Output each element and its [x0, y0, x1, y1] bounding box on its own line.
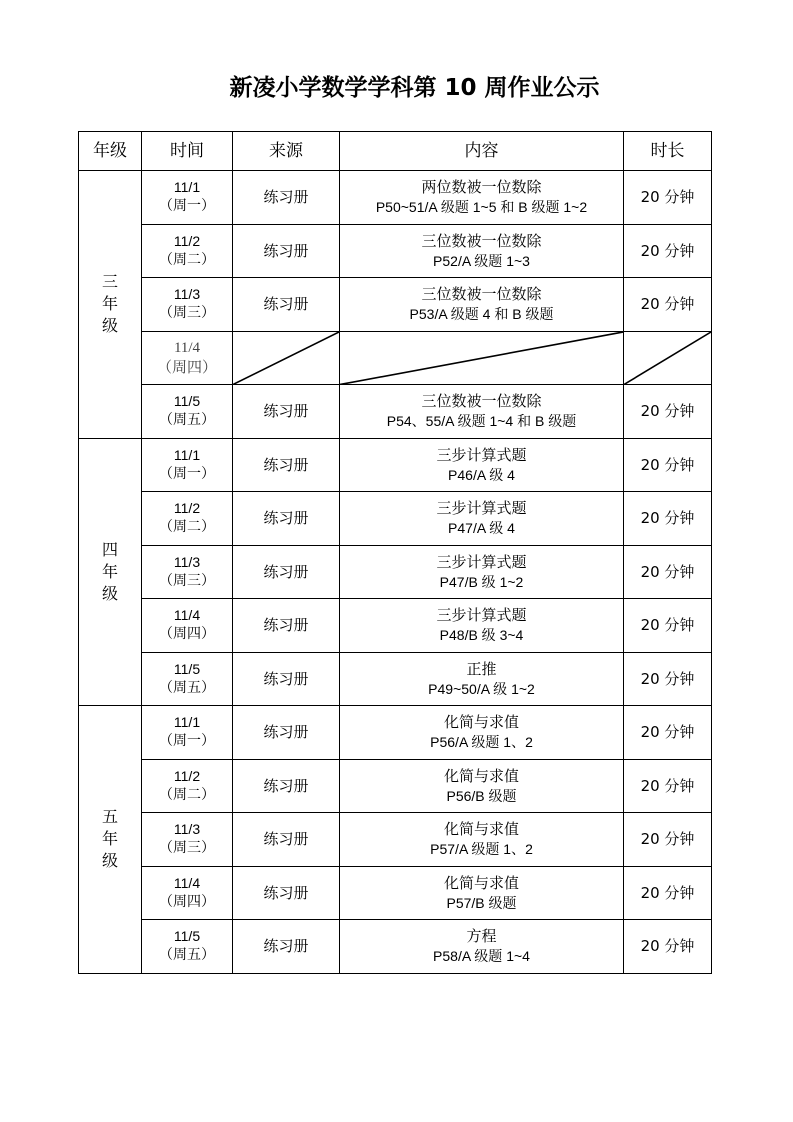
content-cell [340, 813, 624, 867]
source-cell: 练习册 [233, 545, 340, 599]
empty-duration-cell [624, 331, 712, 385]
time-cell [142, 331, 233, 385]
date-text: 11/1 [173, 179, 201, 196]
content-detail: P54、55/A 级题 1~4 和 B 级题 [386, 413, 577, 430]
date-text: 11/2 [173, 232, 201, 249]
content-detail: P56/A 级题 1、2 [430, 734, 533, 751]
date-text: 11/5 [173, 928, 201, 945]
header-grade: 年级 [79, 132, 142, 171]
source-cell: 练习册 [233, 438, 340, 492]
content-topic: 化简与求值 [443, 713, 519, 732]
content-cell [340, 385, 624, 439]
content-topic: 正推 [466, 659, 497, 678]
table-header-row [79, 132, 712, 171]
content-detail: P53/A 级题 4 和 B 级题 [409, 306, 554, 323]
content-cell [340, 545, 624, 599]
table-row [79, 813, 712, 867]
weekday-text: （周二） [159, 252, 215, 268]
time-cell [142, 278, 233, 332]
table-row [79, 706, 712, 760]
content-cell [340, 866, 624, 920]
time-cell [142, 545, 233, 599]
content-topic: 三位数被一位数除 [421, 392, 542, 411]
weekday-text: （周二） [159, 520, 215, 536]
table-row [79, 278, 712, 332]
grade-label: 四年级 [101, 539, 118, 603]
grade-cell [79, 438, 142, 706]
weekday-text: （周一） [159, 734, 215, 750]
diagonal-line [340, 332, 623, 385]
content-topic: 化简与求值 [443, 873, 519, 892]
time-cell [142, 438, 233, 492]
content-detail: P47/A 级 4 [448, 520, 515, 537]
table-row [79, 866, 712, 920]
source-cell: 练习册 [233, 171, 340, 225]
content-detail: P46/A 级 4 [448, 466, 515, 483]
source-cell: 练习册 [233, 278, 340, 332]
content-cell [340, 706, 624, 760]
page-title: 新凌小学数学学科第 10 周作业公示 [229, 75, 600, 101]
content-topic: 三步计算式题 [436, 445, 527, 464]
grade-cell [79, 706, 142, 974]
duration-cell: 20 分钟 [624, 652, 712, 706]
weekday-text: （周四） [156, 359, 217, 376]
weekday-text: （周五） [159, 413, 215, 429]
table-row [79, 385, 712, 439]
duration-cell: 20 分钟 [624, 492, 712, 546]
time-cell [142, 224, 233, 278]
duration-cell: 20 分钟 [624, 278, 712, 332]
content-topic: 三步计算式题 [436, 552, 527, 571]
source-cell: 练习册 [233, 224, 340, 278]
time-cell [142, 706, 233, 760]
weekday-text: （周三） [159, 573, 215, 589]
date-text: 11/1 [173, 446, 201, 463]
content-detail: P57/A 级题 1、2 [430, 841, 533, 858]
weekday-text: （周一） [159, 199, 215, 215]
source-cell: 练习册 [233, 385, 340, 439]
table-row [79, 545, 712, 599]
diagonal-line [233, 332, 339, 385]
time-cell [142, 866, 233, 920]
time-cell [142, 171, 233, 225]
content-topic: 化简与求值 [443, 766, 519, 785]
source-cell: 练习册 [233, 599, 340, 653]
content-cell [340, 438, 624, 492]
weekday-text: （周三） [159, 841, 215, 857]
grade-cell [79, 171, 142, 439]
content-cell [340, 492, 624, 546]
content-topic: 三步计算式题 [436, 499, 527, 518]
time-cell [142, 920, 233, 974]
content-detail: P56/B 级题 [446, 787, 517, 804]
table-row [79, 438, 712, 492]
weekday-text: （周一） [159, 466, 215, 482]
content-detail: P48/B 级 3~4 [439, 627, 524, 644]
date-text: 11/4 [173, 874, 201, 891]
table-row [79, 492, 712, 546]
content-topic: 化简与求值 [443, 820, 519, 839]
duration-cell: 20 分钟 [624, 920, 712, 974]
weekday-text: （周五） [159, 948, 215, 964]
date-text: 11/3 [173, 553, 201, 570]
content-cell [340, 599, 624, 653]
content-cell [340, 920, 624, 974]
table-row [79, 599, 712, 653]
empty-content-cell [340, 331, 624, 385]
time-cell [142, 813, 233, 867]
content-cell [340, 278, 624, 332]
time-cell [142, 492, 233, 546]
source-cell: 练习册 [233, 492, 340, 546]
content-detail: P49~50/A 级 1~2 [428, 680, 535, 697]
table-row [79, 759, 712, 813]
duration-cell: 20 分钟 [624, 385, 712, 439]
table-row [79, 171, 712, 225]
date-text: 11/2 [173, 500, 201, 517]
table-row [79, 652, 712, 706]
date-text: 11/3 [173, 286, 201, 303]
duration-cell: 20 分钟 [624, 545, 712, 599]
duration-cell: 20 分钟 [624, 813, 712, 867]
weekday-text: （周三） [159, 306, 215, 322]
header-content: 内容 [340, 132, 624, 171]
content-topic: 三步计算式题 [436, 606, 527, 625]
weekday-text: （周五） [159, 680, 215, 696]
header-time: 时间 [142, 132, 233, 171]
duration-cell: 20 分钟 [624, 706, 712, 760]
content-cell [340, 759, 624, 813]
header-duration: 时长 [624, 132, 712, 171]
weekday-text: （周二） [159, 787, 215, 803]
empty-source-cell [233, 331, 340, 385]
duration-cell: 20 分钟 [624, 171, 712, 225]
weekday-text: （周四） [159, 627, 215, 643]
content-detail: P58/A 级题 1~4 [433, 948, 530, 965]
date-text: 11/4 [173, 607, 201, 624]
grade-label: 三年级 [101, 272, 118, 336]
content-detail: P50~51/A 级题 1~5 和 B 级题 1~2 [375, 199, 588, 216]
source-cell: 练习册 [233, 813, 340, 867]
source-cell: 练习册 [233, 866, 340, 920]
time-cell [142, 759, 233, 813]
homework-table [78, 131, 712, 974]
table-row [79, 920, 712, 974]
grade-label: 五年级 [101, 807, 118, 871]
content-detail: P47/B 级 1~2 [439, 573, 524, 590]
time-cell [142, 599, 233, 653]
content-topic: 三位数被一位数除 [421, 285, 542, 304]
duration-cell: 20 分钟 [624, 438, 712, 492]
source-cell: 练习册 [233, 920, 340, 974]
weekday-text: （周四） [159, 894, 215, 910]
date-text: 11/4 [173, 339, 201, 356]
content-cell [340, 171, 624, 225]
table-row-no-homework [79, 331, 712, 385]
content-cell [340, 224, 624, 278]
duration-cell: 20 分钟 [624, 599, 712, 653]
header-source: 来源 [233, 132, 340, 171]
content-cell [340, 652, 624, 706]
date-text: 11/3 [173, 821, 201, 838]
time-cell [142, 652, 233, 706]
duration-cell: 20 分钟 [624, 866, 712, 920]
content-topic: 方程 [466, 927, 497, 946]
duration-cell: 20 分钟 [624, 759, 712, 813]
time-cell [142, 385, 233, 439]
source-cell: 练习册 [233, 706, 340, 760]
diagonal-line [624, 332, 711, 385]
date-text: 11/2 [173, 767, 201, 784]
date-text: 11/5 [173, 660, 201, 677]
duration-cell: 20 分钟 [624, 224, 712, 278]
source-cell: 练习册 [233, 652, 340, 706]
table-row [79, 224, 712, 278]
content-topic: 两位数被一位数除 [421, 178, 542, 197]
date-text: 11/5 [173, 393, 201, 410]
source-cell: 练习册 [233, 759, 340, 813]
date-text: 11/1 [173, 714, 201, 731]
content-detail: P57/B 级题 [446, 894, 517, 911]
content-topic: 三位数被一位数除 [421, 231, 542, 250]
content-detail: P52/A 级题 1~3 [433, 252, 530, 269]
